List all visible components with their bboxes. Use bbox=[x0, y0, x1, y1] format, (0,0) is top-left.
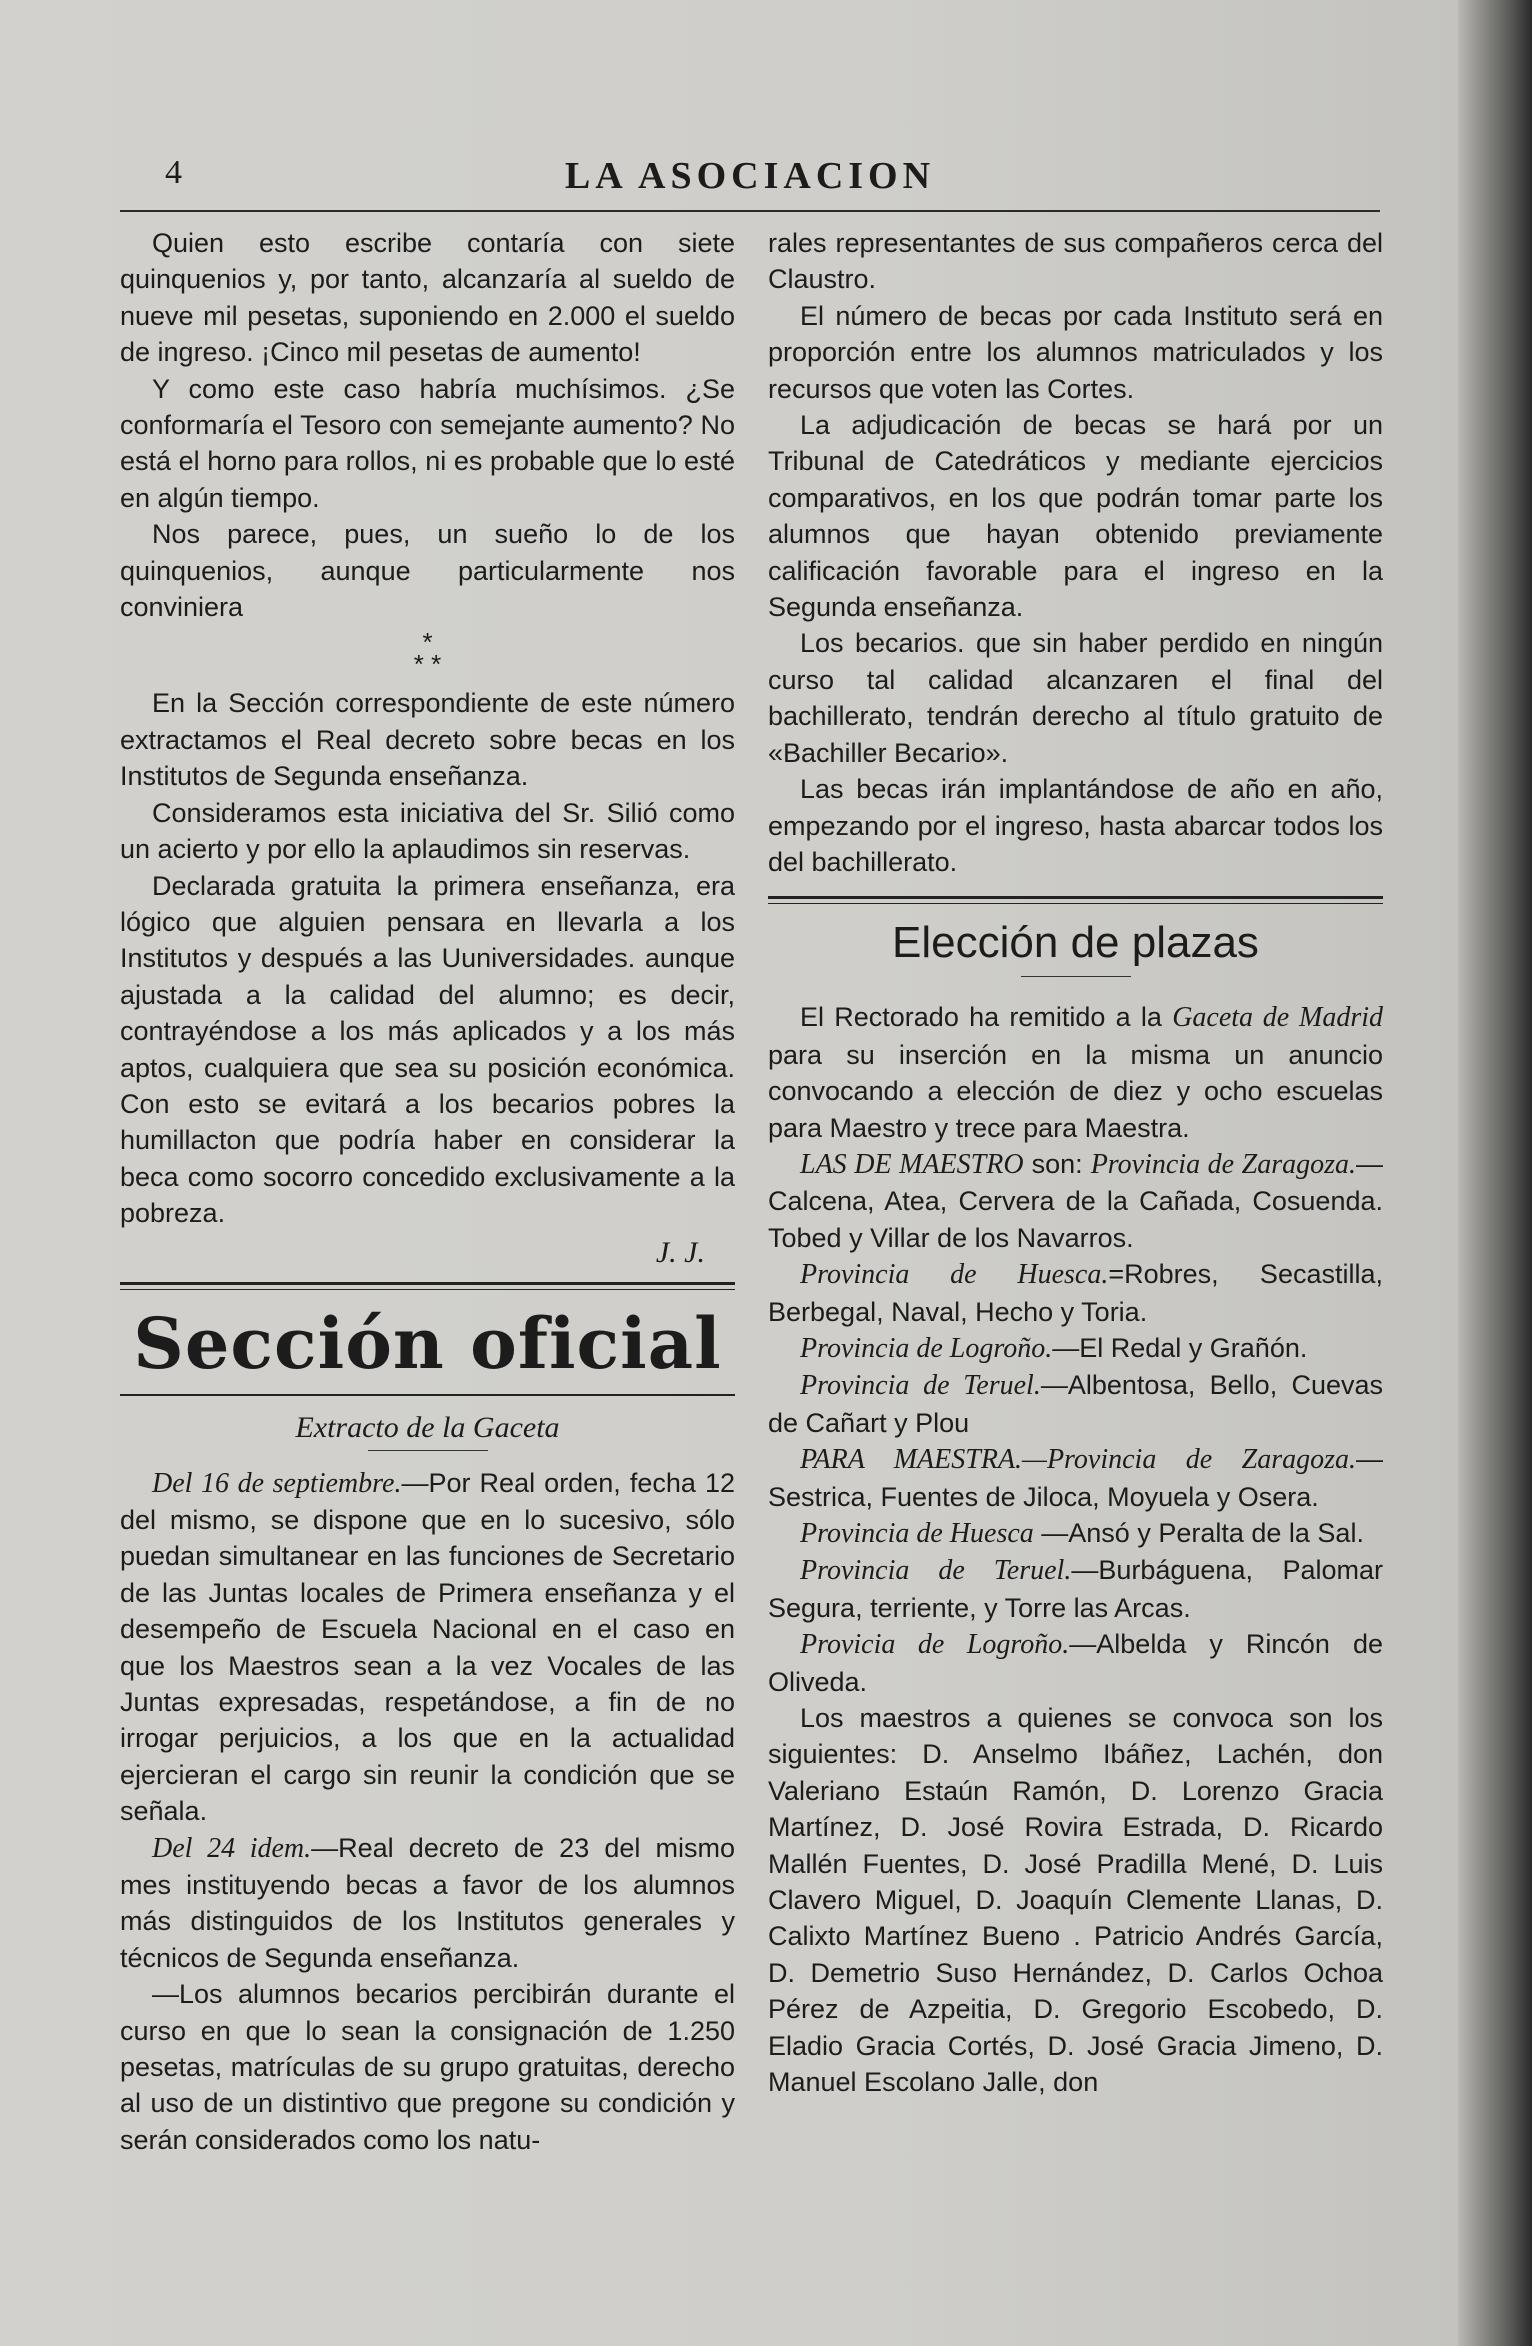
spacer bbox=[768, 880, 1383, 888]
heading-rule bbox=[1021, 976, 1131, 977]
paragraph: El número de becas por cada Instituto será en proporción entre los alumnos matriculados y los recursos que voten las Cortes. bbox=[768, 300, 1383, 404]
paragraph: Consideramos esta iniciativa del Sr. Silió como un acierto y por ello la aplaudimos sin reservas. bbox=[120, 797, 735, 865]
paragraph-text: —Albelda y Rincón de Oliveda. bbox=[768, 1629, 1383, 1697]
subheading: Extracto de la Gaceta bbox=[295, 1410, 560, 1444]
paragraph: —Los alumnos becarios percibirán durante el curso en que lo sean la consignación de 1.250 pesetas, matrículas de su grupo gratuitas, derecho al uso de un distintivo que pregone su condición y serán considerados como los natu- bbox=[120, 1979, 735, 2155]
province-name: Provicia de Logroño. bbox=[800, 1629, 1070, 1661]
asterism-bottom: * * bbox=[413, 649, 442, 680]
paragraph: Y como este caso habría muchísimos. ¿Se conformaría el Tesoro con semejante aumento? No está el horno para rollos, ni es probable que lo esté en algún tiempo. bbox=[120, 373, 735, 513]
asterism bbox=[120, 627, 735, 680]
paragraph bbox=[120, 1465, 735, 1830]
date-lead: Del 16 de septiembre. bbox=[152, 1467, 402, 1499]
paragraph bbox=[768, 1515, 1383, 1552]
date-lead: Del 24 idem. bbox=[152, 1832, 312, 1864]
paragraph: En la Sección correspondiente de este número extractamos el Real decreto sobre becas en los Institutos de Segunda enseñanza. bbox=[120, 688, 735, 792]
right-column bbox=[768, 225, 1383, 2101]
paragraph bbox=[768, 1330, 1383, 1367]
header-rule bbox=[120, 210, 1380, 212]
paragraph-text: —Burbáguena, Palomar Segura, terriente, y Torre las Arcas. bbox=[768, 1555, 1383, 1623]
paragraph: Las becas irán implantándose de año en año, empezando por el ingreso, hasta abarcar todos los del bachillerato. bbox=[768, 774, 1383, 877]
list-lead: PARA MAESTRA.—Provincia de Zaragoza. bbox=[800, 1444, 1356, 1476]
subheading-rule bbox=[368, 1450, 488, 1451]
province-name: Provincia de Huesca. bbox=[800, 1259, 1109, 1291]
article-heading: Elección de plazas bbox=[892, 918, 1259, 968]
left-column bbox=[120, 225, 735, 2158]
author-signature: J. J. bbox=[655, 1235, 705, 1269]
paragraph bbox=[768, 1552, 1383, 1626]
paragraph-text: son: bbox=[1023, 1148, 1091, 1179]
paragraph: Quien esto escribe contaría con siete quinquenios y, por tanto, alcanzaría al sueldo de nueve mil pesetas, suponiendo en 2.000 el sueldo de ingreso. ¡Cinco mil pesetas de aumento! bbox=[120, 228, 735, 368]
paragraph: rales representantes de sus compañeros cerca del Claustro. bbox=[768, 228, 1383, 295]
province-name: Provincia de Zaragoza. bbox=[1090, 1148, 1356, 1180]
paragraph bbox=[768, 1146, 1383, 1256]
running-title: LA ASOCIACION bbox=[564, 155, 936, 197]
asterism-top: * bbox=[422, 627, 433, 658]
paragraph: Declarada gratuita la primera enseñanza, era lógico que alguien pensara en llevarla a los Institutos y después a las Uuniversidades. aunque ajustada a la calidad del alumno; es decir, contrayéndose a los más aplicados y a los más aptos, cualquiera que sea su posición económica. Con esto se evitará a los becarios pobres la humillacton que podría haber en considerar la beca como socorro concedido exclusivamente a la pobreza. bbox=[120, 870, 735, 1229]
paragraph bbox=[120, 1830, 735, 1977]
page-edge bbox=[1458, 0, 1532, 2346]
paragraph bbox=[768, 1367, 1383, 1441]
paragraph-text: —Sestrica, Fuentes de Jiloca, Moyuela y Osera. bbox=[768, 1444, 1383, 1512]
double-rule bbox=[768, 896, 1383, 904]
paragraph bbox=[768, 999, 1383, 1146]
paragraph-text: —El Redal y Grañón. bbox=[1052, 1332, 1308, 1363]
paragraph: Los maestros a quienes se convoca son los siguientes: D. Anselmo Ibáñez, Lachén, don Valeriano Estaún Ramón, D. Lorenzo Gracia Martínez, D. José Rovira Estrada, D. Ricardo Mallén Fuentes, D. José Pradilla Mené, D. Luis Clavero Miguel, D. Joaquín Clemente Llanas, D. Calixto Martínez Bueno . Patricio Andrés García, D. Demetrio Suso Hernández, D. Carlos Ochoa Pérez de Azpeitia, D. Gregorio Escobedo, D. Eladio Gracia Cortés, D. José Gracia Jimeno, D. Manuel Escolano Jalle, don bbox=[768, 1703, 1383, 2098]
paragraph: La adjudicación de becas se hará por un Tribunal de Catedráticos y mediante ejercicios comparativos, en los que podrán tomar parte los alumnos que hayan obtenido previamente calificación favorable para el ingreso en la Segunda enseñanza. bbox=[768, 410, 1383, 623]
paragraph-text: —Ansó y Peralta de la Sal. bbox=[1033, 1518, 1364, 1548]
paragraph-text: =Robres, Secastilla, Berbegal, Naval, Hecho y Toria. bbox=[768, 1259, 1383, 1327]
paragraph-text: —Real decreto de 23 del mismo mes instituyendo becas a favor de los alumnos más distinguidos de los Institutos generales y técnicos de Segunda enseñanza. bbox=[120, 1832, 736, 1973]
rule bbox=[120, 1394, 735, 1396]
paragraph bbox=[768, 1441, 1383, 1515]
publication-name: Gaceta de Madrid bbox=[1172, 1002, 1383, 1034]
page-header bbox=[120, 150, 1380, 210]
double-rule bbox=[120, 1282, 735, 1290]
province-name: Provincia de Huesca bbox=[800, 1518, 1034, 1549]
paragraph-text: —Por Real orden, fecha 12 del mismo, se dispone que en lo sucesivo, sólo puedan simultanear en las funciones de Secretario de las Juntas locales de Primera enseñanza y el desempeño de Escuela Nacional en el caso en que los Maestros sean a la vez Vocales de las Juntas expresadas, respetándose, a fin de no irrogar perjuicios, a los que en la actualidad ejercieran el cargo sin reunir la condición que se señala. bbox=[120, 1467, 736, 1827]
province-name: Provincia de Logroño. bbox=[800, 1332, 1053, 1364]
paragraph bbox=[768, 1626, 1383, 1700]
province-name: Provincia de Teruel. bbox=[800, 1370, 1041, 1402]
province-name: Provincia de Teruel. bbox=[800, 1555, 1072, 1587]
section-title: Sección oficial bbox=[133, 1301, 722, 1385]
paragraph-text: —Calcena, Atea, Cervera de la Cañada, Cosuenda. Tobed y Villar de los Navarros. bbox=[768, 1148, 1383, 1253]
page-number: 4 bbox=[165, 154, 182, 191]
list-lead: LAS DE MAESTRO bbox=[800, 1148, 1024, 1180]
paragraph-text: El Rectorado ha remitido a la bbox=[800, 1002, 1173, 1033]
paragraph: Nos parece, pues, un sueño lo de los quinquenios, aunque particularmente nos conviniera bbox=[120, 519, 735, 623]
paragraph bbox=[768, 1256, 1383, 1330]
paragraph-text: —Albentosa, Bello, Cuevas de Cañart y Plou bbox=[768, 1370, 1383, 1438]
paragraph: Los becarios. que sin haber perdido en ningún curso tal calidad alcanzaren el final del bachillerato, tendrán derecho al título gratuito de «Bachiller Becario». bbox=[768, 628, 1383, 768]
paragraph-text: para su inserción en la misma un anuncio convocando a elección de diez y ocho escuelas para Maestro y trece para Maestra. bbox=[768, 1039, 1383, 1143]
